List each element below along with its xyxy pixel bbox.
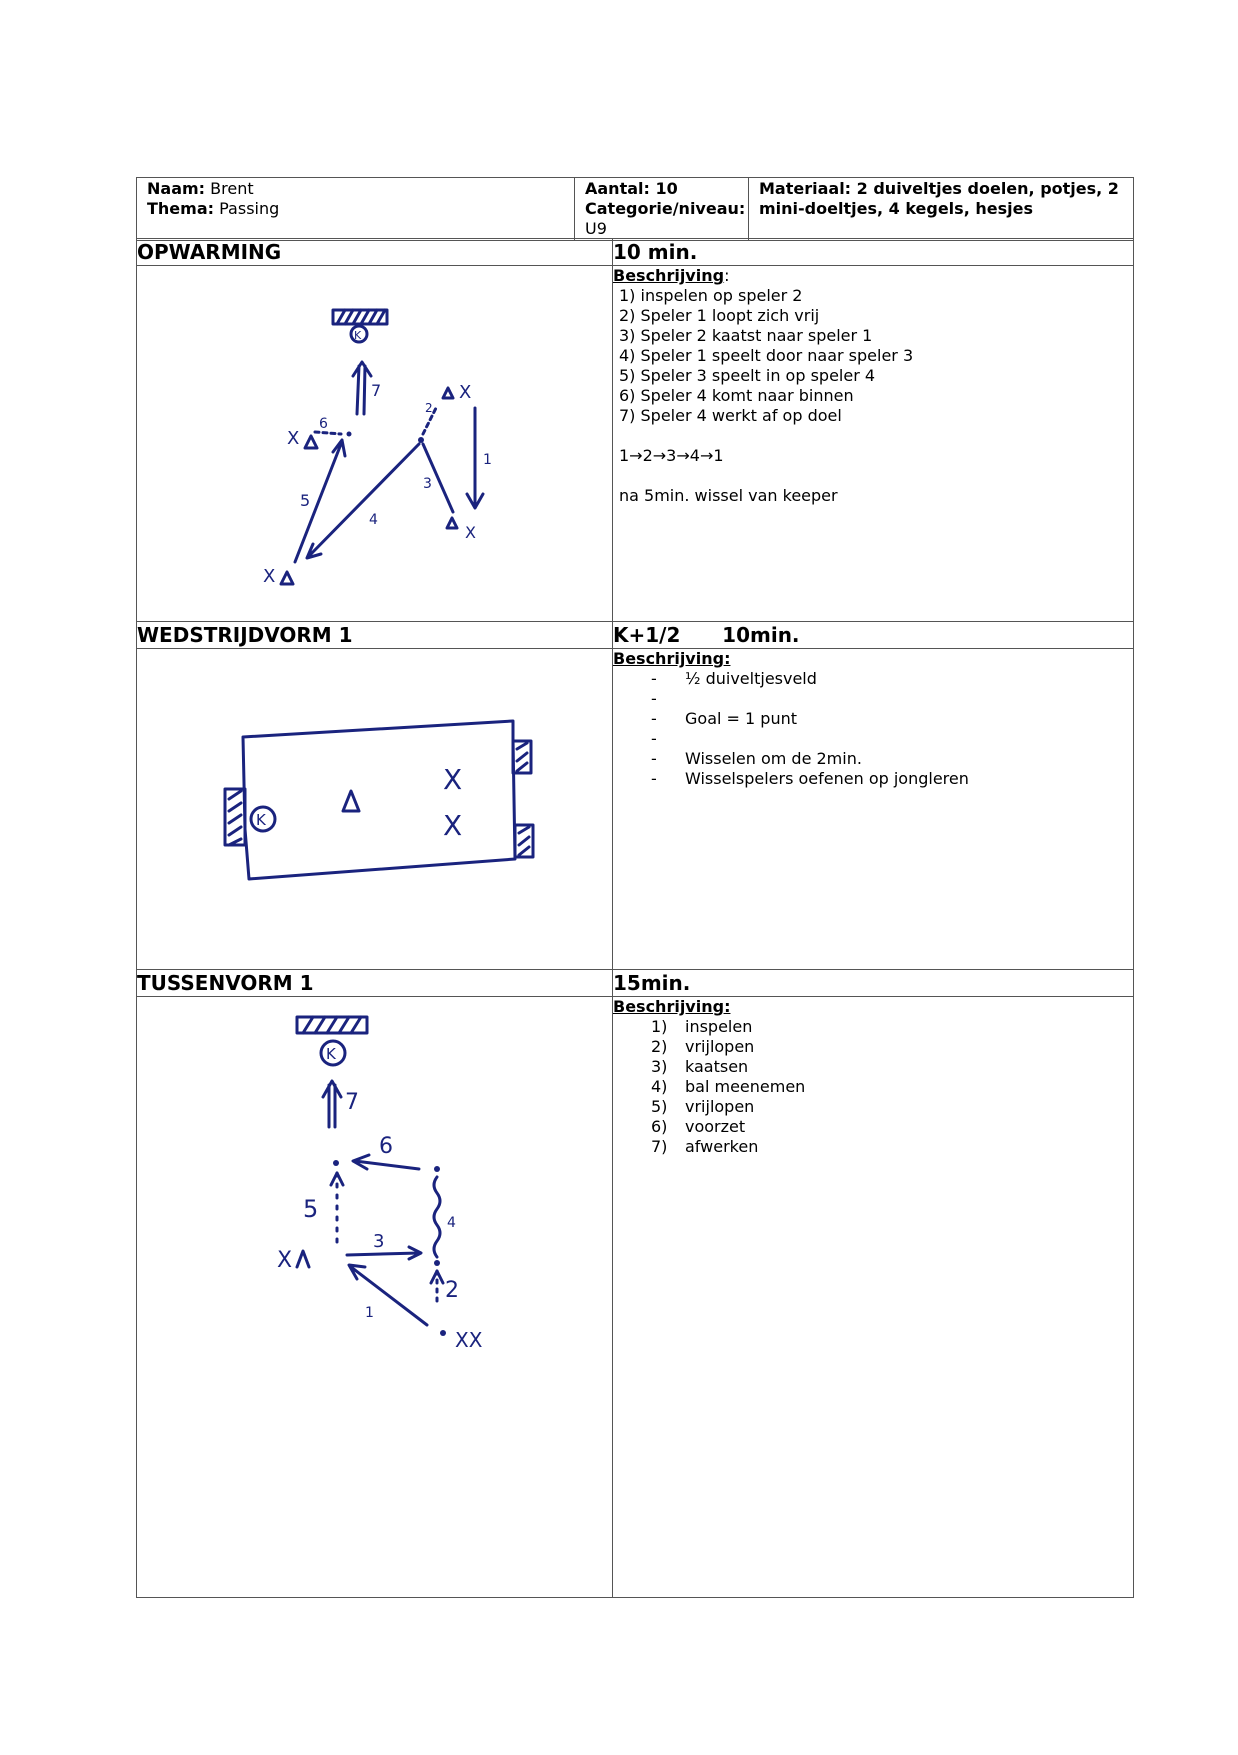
section-body-opwarming: [137, 266, 1134, 622]
header-materiaal: Materiaal: 2 duiveltjes doelen, potjes, 2 mini-doeltjes, 4 kegels, hesjes: [749, 178, 1134, 241]
section-duration: 15min.: [613, 970, 1134, 997]
list-item: - ½ duiveltjesveld: [613, 669, 1133, 689]
ball-dot: [418, 437, 424, 443]
header-row: [137, 178, 1134, 241]
num-1: 1: [483, 452, 492, 468]
opwarming-diagram: [137, 266, 613, 621]
num-4: 4: [369, 512, 378, 528]
list-item: 6) Speler 4 komt naar binnen: [619, 386, 854, 405]
ball-dot: [434, 1166, 440, 1172]
x-marker: X: [443, 809, 463, 842]
list-item: 2) Speler 1 loopt zich vrij: [619, 306, 820, 325]
section-duration: K+1/2 10min.: [613, 622, 1134, 649]
sections-table: [136, 238, 1134, 1598]
section-header-wedstrijdvorm: [137, 622, 1134, 649]
section-title: TUSSENVORM 1: [137, 970, 613, 997]
arrow-1: [349, 1265, 427, 1325]
wedstrijdvorm-diagram: [137, 649, 613, 969]
description-cell: Beschrijving: 1) inspelen op speler 2 2) Speler 1 loopt zich vrij 3) Speler 2 kaatst naar speler 1 4) Speler 1 speelt door naar speler 3 5) Speler 3 speelt in op speler 4 6) Speler 4 komt naar binnen 7) Speler 4 werkt af op doel 1→2→3→4→1 na 5min. wissel van keeper: [613, 266, 1134, 622]
arrow-7: [353, 362, 371, 414]
num-1: 1: [365, 1305, 374, 1321]
section-body-tussenvorm: [137, 997, 1134, 1598]
items-list: [613, 669, 1133, 789]
list-item: 1) inspelen op speler 2: [619, 286, 803, 305]
categorie-value: U9: [585, 219, 607, 238]
list-item: 7) Speler 4 werkt af op doel: [619, 406, 842, 425]
num-2: 2: [425, 401, 433, 415]
rotation-text: 1→2→3→4→1: [619, 446, 724, 465]
num-5: 5: [300, 491, 311, 510]
x-marker: X: [287, 428, 300, 449]
aantal: Aantal: 10: [585, 179, 678, 198]
num-3: 3: [423, 476, 432, 492]
keeper-label: K: [256, 811, 266, 829]
ball-dot: [434, 1260, 440, 1266]
list-item: 2) vrijlopen: [651, 1037, 755, 1056]
cone-icon: [447, 518, 457, 528]
list-item: - Wisselen om de 2min.: [613, 749, 1133, 769]
num-6: 6: [379, 1134, 393, 1159]
num-7: 7: [371, 381, 382, 400]
list-item: 3) kaatsen: [651, 1057, 749, 1076]
x-marker: X: [459, 382, 472, 403]
header-name-theme: Naam: Brent Thema: Passing: [137, 178, 575, 241]
cone-icon: [297, 1251, 309, 1267]
list-item: 6) voorzet: [651, 1117, 746, 1136]
description-label: Beschrijving: [613, 266, 725, 285]
num-2: 2: [445, 1278, 459, 1303]
num-7: 7: [345, 1090, 359, 1115]
diagram-cell: [137, 266, 613, 622]
goal-hatch: [229, 791, 241, 845]
goal-hatch: [517, 743, 527, 771]
list-item: - Goal = 1 punt: [613, 709, 1133, 729]
steps-list: [613, 286, 1133, 506]
section-header-tussenvorm: [137, 970, 1134, 997]
list-item: 3) Speler 2 kaatst naar speler 1: [619, 326, 873, 345]
goal-icon: [225, 789, 245, 845]
list-item: 1) inspelen: [651, 1017, 753, 1036]
ball-dot: [347, 432, 352, 437]
num-3: 3: [373, 1231, 385, 1252]
x-marker: X: [443, 763, 463, 796]
description-label: Beschrijving:: [613, 997, 731, 1016]
list-item: 5) Speler 3 speelt in op speler 4: [619, 366, 876, 385]
keeper-label: K: [354, 329, 362, 342]
note-text: na 5min. wissel van keeper: [619, 486, 838, 505]
tussenvorm-diagram: [137, 997, 613, 1597]
section-header-opwarming: [137, 239, 1134, 266]
diagram-cell: [137, 649, 613, 970]
section-duration: 10 min.: [613, 239, 1134, 266]
training-sheet: [136, 177, 1134, 241]
list-item: - Wisselspelers oefenen op jongleren: [613, 769, 1133, 789]
cone-icon: [443, 388, 453, 398]
description-label: Beschrijving:: [613, 649, 731, 668]
cone-icon: [281, 572, 293, 584]
categorie-label: Categorie/niveau:: [585, 199, 746, 218]
naam-value: Brent: [210, 179, 254, 198]
goal-hatch: [337, 310, 385, 324]
x-marker: X: [263, 566, 276, 587]
arrow-6: [315, 432, 341, 434]
section-body-wedstrijdvorm: [137, 649, 1134, 970]
header-count-category: [575, 178, 749, 241]
ball-dot: [333, 1160, 339, 1166]
num-4: 4: [447, 1215, 456, 1231]
dribble-4: [434, 1177, 440, 1257]
x-marker: X: [465, 523, 476, 542]
items-list: [613, 1017, 1133, 1157]
list-item: 4) Speler 1 speelt door naar speler 3: [619, 346, 914, 365]
description-cell: [613, 997, 1134, 1598]
thema-value: Passing: [219, 199, 280, 218]
arrow-4: [307, 444, 419, 558]
ball-dot: [440, 1330, 446, 1336]
section-title: OPWARMING: [137, 239, 613, 266]
section-title: WEDSTRIJDVORM 1: [137, 622, 613, 649]
arrow-1: [467, 408, 483, 508]
list-item: 5) vrijlopen: [651, 1097, 755, 1116]
diagram-cell: [137, 997, 613, 1598]
goal-hatch: [303, 1017, 361, 1033]
keeper-label: K: [326, 1045, 336, 1063]
arrow-7: [323, 1081, 341, 1127]
description-cell: [613, 649, 1134, 970]
x-marker: XX: [455, 1328, 483, 1352]
cone-icon: [343, 791, 359, 811]
list-item: 7) afwerken: [651, 1137, 759, 1156]
cone-icon: [305, 436, 317, 448]
num-6: 6: [319, 416, 328, 432]
list-item: 4) bal meenemen: [651, 1077, 806, 1096]
field-outline: [243, 721, 515, 879]
goal-hatch: [519, 827, 529, 855]
x-marker: X: [277, 1248, 293, 1273]
num-5: 5: [303, 1195, 319, 1223]
